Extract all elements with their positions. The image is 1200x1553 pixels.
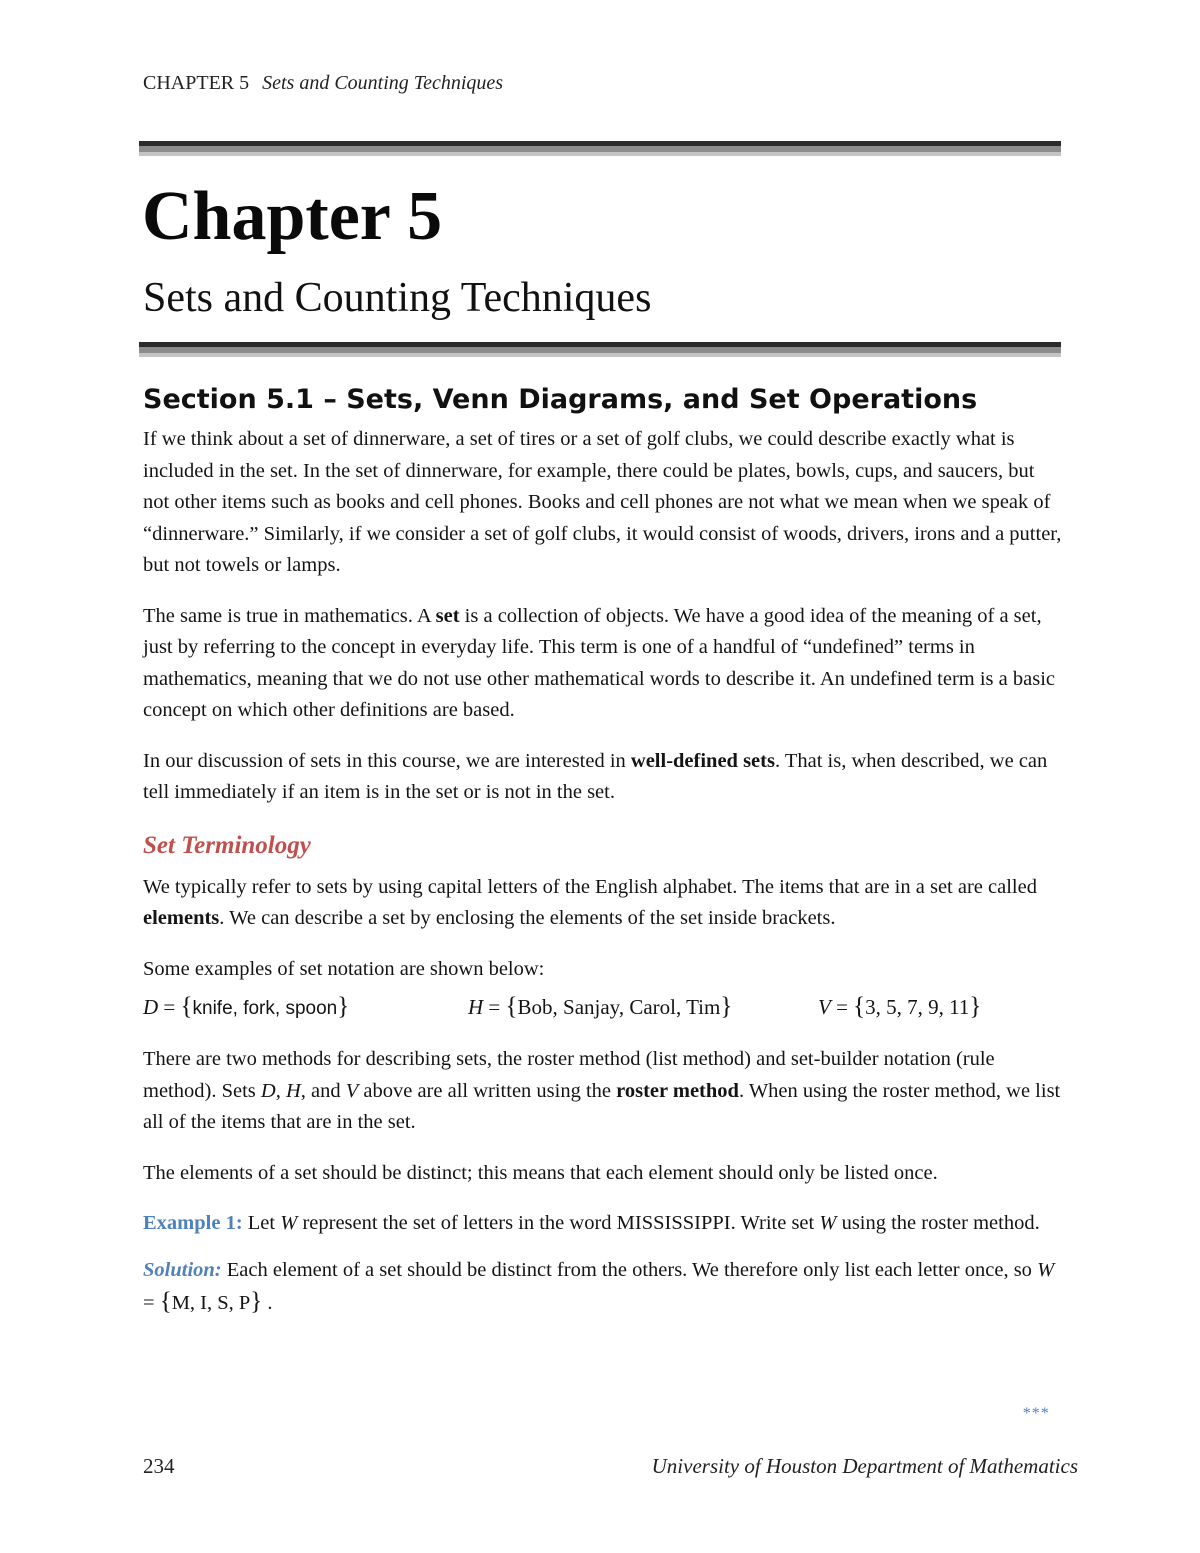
example-1 <box>143 1208 1063 1240</box>
text-run: . When using the roster method, we list all of the items that are in the set. <box>143 1079 1061 1133</box>
solution-label: Solution: <box>143 1258 222 1281</box>
set-definition-paragraph <box>143 601 1063 727</box>
open-brace: { <box>159 1288 172 1315</box>
text-run: . That is, when described, we can tell immediately if an item is in the set or is not in the set. <box>143 749 1048 803</box>
var-w: W <box>1037 1258 1055 1281</box>
close-brace: } <box>969 993 982 1020</box>
set-name: V <box>818 995 831 1019</box>
close-brace: } <box>337 993 350 1020</box>
equals-sign: = <box>158 995 181 1019</box>
text-run: using the roster method. <box>836 1212 1040 1234</box>
open-brace: { <box>180 993 193 1020</box>
bottom-divider-rule <box>139 342 1061 358</box>
running-header-chapter-title: Sets and Counting Techniques <box>262 72 504 94</box>
set-example-v <box>818 990 981 1026</box>
term-well-defined-sets: well-defined sets <box>630 749 775 772</box>
running-header <box>143 72 503 95</box>
set-name: H <box>468 995 484 1019</box>
var-w: W <box>819 1212 837 1234</box>
open-brace: { <box>853 993 866 1020</box>
well-defined-paragraph <box>143 746 1063 809</box>
close-brace: } <box>250 1288 263 1315</box>
end-of-example-marker: *** <box>1022 1405 1049 1422</box>
page-number: 234 <box>143 1454 175 1478</box>
text-run: There are two methods for describing sets, the roster method (list method) and set-builder notation (rule method). Sets <box>143 1048 995 1102</box>
var-h: H <box>285 1079 301 1102</box>
text-run: represent the set of letters in the word MISSISSIPPI. Write set <box>297 1212 820 1234</box>
notation-intro: Some examples of set notation are shown below: <box>143 957 545 980</box>
text-run: . We can describe a set by enclosing the elements of the set inside brackets. <box>219 907 836 929</box>
var-v: V <box>345 1079 359 1102</box>
equals-sign: = <box>830 995 854 1019</box>
intro-paragraph: If we think about a set of dinnerware, a set of tires or a set of golf clubs, we could describe exactly what is included in the set. In the set of dinnerware, for example, there could be plates, bowls, cups, and saucers, but not other items such as books and cell phones. Books and cell phones are not what we mean when we speak of “dinnerware.” Similarly, if we consider a set of golf clubs, it would consist of woods, drivers, irons and a putter, but not towels or lamps. <box>143 428 1062 576</box>
text-run: above are all written using the <box>358 1079 617 1102</box>
text-run: The same is true in mathematics. A <box>143 604 436 627</box>
set-elements: Bob, Sanjay, Carol, Tim <box>517 995 721 1019</box>
example-label: Example 1: <box>143 1212 243 1234</box>
term-set: set <box>435 604 460 627</box>
equals-sign: = <box>143 1292 160 1314</box>
set-name: D <box>143 995 159 1019</box>
set-notation-examples <box>143 990 1063 1026</box>
text-run: We typically refer to sets by using capital letters of the English alphabet. The items that are in a set are called <box>143 875 1037 898</box>
text-run: , <box>275 1079 286 1102</box>
text-run: . <box>262 1292 273 1314</box>
var-w: W <box>280 1212 298 1234</box>
text-run: is a collection of objects. We have a good idea of the meaning of a set, just by referring to the concept in everyday life. This term is one of a handful of “undefined” terms in mathematics, meaning that we do not use other mathematical words to describe it. An undefined term is a basic concept on which other definitions are based. <box>143 604 1055 721</box>
top-divider-rule <box>139 141 1061 157</box>
chapter-subtitle: Sets and Counting Techniques <box>143 275 652 321</box>
subheading-set-terminology: Set Terminology <box>143 831 311 859</box>
page-content <box>143 380 1063 1339</box>
text-run: Each element of a set should be distinct from the others. We therefore only list each letter once, so <box>221 1258 1038 1281</box>
open-brace: { <box>505 993 518 1020</box>
set-example-d <box>143 990 468 1026</box>
equals-sign: = <box>483 995 506 1019</box>
set-example-h <box>468 990 818 1026</box>
var-d: D <box>260 1079 276 1102</box>
solution-1 <box>143 1255 1063 1320</box>
roster-method-paragraph <box>143 1044 1063 1139</box>
close-brace: } <box>720 993 733 1020</box>
term-elements: elements <box>143 907 220 929</box>
elements-paragraph <box>143 872 1063 935</box>
section-heading: Section 5.1 – Sets, Venn Diagrams, and Set Operations <box>143 384 978 415</box>
footer-source: University of Houston Department of Mathematics <box>651 1454 1078 1478</box>
text-run: In our discussion of sets in this course, we are interested in <box>143 749 631 772</box>
set-elements: knife, fork, spoon <box>192 998 338 1019</box>
distinct-elements-paragraph: The elements of a set should be distinct; this means that each element should only be listed once. <box>143 1161 938 1184</box>
set-elements: M, I, S, P <box>171 1292 251 1314</box>
term-roster-method: roster method <box>616 1079 739 1102</box>
set-elements: 3, 5, 7, 9, 11 <box>865 995 970 1019</box>
text-run: , and <box>300 1079 346 1102</box>
text-run: Let <box>242 1212 281 1234</box>
running-header-chapter-label: CHAPTER 5 <box>143 72 250 94</box>
chapter-title: Chapter 5 <box>142 178 443 255</box>
